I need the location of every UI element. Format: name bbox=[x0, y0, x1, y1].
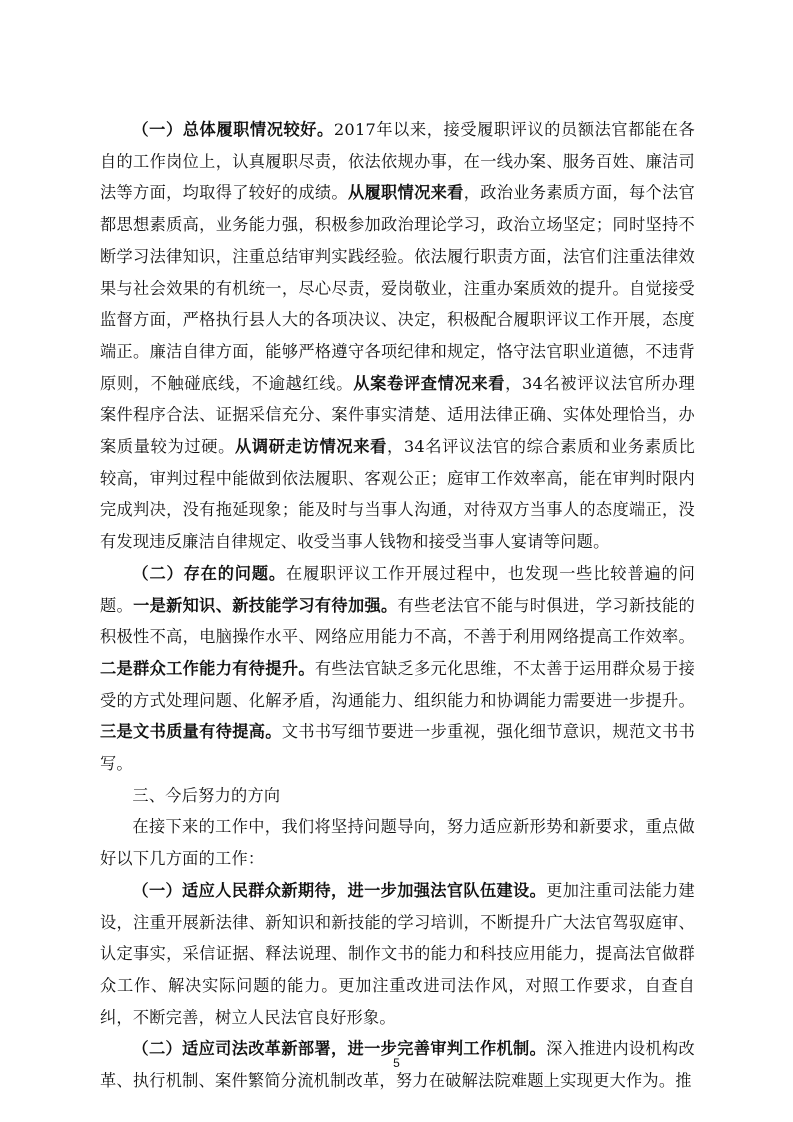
paragraph-existing-problems bbox=[100, 558, 695, 780]
paragraph-text: 更加注重司法能力建设，注重开展新法律、新知识和新技能的学习培训，不断提升广大法官驾驭庭审、认定事实，采信证据、释法说理、制作文书的能力和科技应用能力，提高法官做群众工作、解决实际问题的能力。更加注重改进司法作风，对照工作要求，自查自纠，不断完善，树立人民法官良好形象。 bbox=[100, 880, 695, 1027]
page-number: 5 bbox=[393, 1056, 400, 1070]
paragraph-emphasis: 从履职情况来看 bbox=[347, 183, 464, 203]
paragraph-text: 深入推进内设机构改革、执行机制、案件繁简分流机制改革，努力在破解法院难题上实现更大作为。推 bbox=[100, 1039, 695, 1091]
paragraph-future-intro: 在接下来的工作中，我们将坚持问题导向，努力适应新形势和新要求，重点做好以下几方面的工作： bbox=[100, 817, 695, 869]
paragraph-text: ，34名评议法官的综合素质和业务素质比较高，审判过程中能做到依法履职、客观公正；庭审工作效率高，能在审判时限内完成判决，没有拖延现象；能及时与当事人沟通，对待双方当事人的态度端正，没有发现违反廉洁自律规定、收受当事人钱物和接受当事人宴请等问题。 bbox=[100, 437, 696, 552]
paragraph-text: 在履职评议工作开展过程中，也发现一些比较普遍的问题。 bbox=[100, 563, 696, 615]
paragraph-text: 文书书写细节要进一步重视，强化细节意识，规范文书书写。 bbox=[100, 722, 696, 774]
paragraph-emphasis: 二是群众工作能力有待提升。 bbox=[100, 658, 315, 678]
paragraph-text: 2017年以来，接受履职评议的员额法官都能在各自的工作岗位上，认真履职尽责，依法依规办事，在一线办案、服务百姓、廉洁司法等方面，均取得了较好的成绩。 bbox=[100, 120, 695, 203]
paragraph-lead: （二）存在的问题。 bbox=[132, 563, 287, 583]
paragraph-team-building bbox=[100, 875, 695, 1034]
paragraph-emphasis: 三是文书质量有待提高。 bbox=[100, 722, 282, 742]
paragraph-text: ，政治业务素质方面，每个法官都思想素质高，业务能力强，积极参加政治理论学习，政治立场坚定；同时坚持不断学习法律知识，注重总结审判实践经验。依法履行职责方面，法官们注重法律效果与社会效果的有机统一，尽心尽责，爱岗敬业，注重办案质效的提升。自觉接受监督方面，严格执行县人大的各项决议、决定，积极配合履职评议工作开展，态度端正。廉洁自律方面，能够严格遵守各项纪律和规定，恪守法官职业道德，不违背原则，不触碰底线，不逾越红线。 bbox=[100, 183, 696, 393]
section-heading-future-direction: 三、今后努力的方向 bbox=[132, 785, 281, 805]
document-page bbox=[100, 114, 695, 1097]
paragraph-emphasis: 一是新知识、新技能学习有待加强。 bbox=[133, 595, 398, 615]
paragraph-text: 有些老法官不能与时俱进，学习新技能的积极性不高，电脑操作水平、网络应用能力不高，不善于利用网络提高工作效率。 bbox=[100, 595, 695, 647]
paragraph-text: ，34名被评议法官所办理案件程序合法、证据采信充分、案件事实清楚、适用法律正确、实体处理恰当，办案质量较为过硬。 bbox=[100, 373, 695, 457]
paragraph-lead: （二）适应司法改革新部署，进一步完善审判工作机制。 bbox=[132, 1039, 547, 1059]
paragraph-lead: （一）总体履职情况较好。 bbox=[132, 120, 334, 139]
paragraph-text: 有些法官缺乏多元化思维，不太善于运用群众易于接受的方式处理问题、化解矛盾，沟通能力、组织能力和协调能力需要进一步提升。 bbox=[100, 658, 696, 710]
paragraph-emphasis: 从调研走访情况来看 bbox=[235, 437, 387, 457]
paragraph-overall-performance bbox=[100, 114, 695, 558]
paragraph-lead: （一）适应人民群众新期待，进一步加强法官队伍建设。 bbox=[132, 880, 547, 900]
paragraph-emphasis: 从案卷评查情况来看 bbox=[353, 373, 506, 393]
